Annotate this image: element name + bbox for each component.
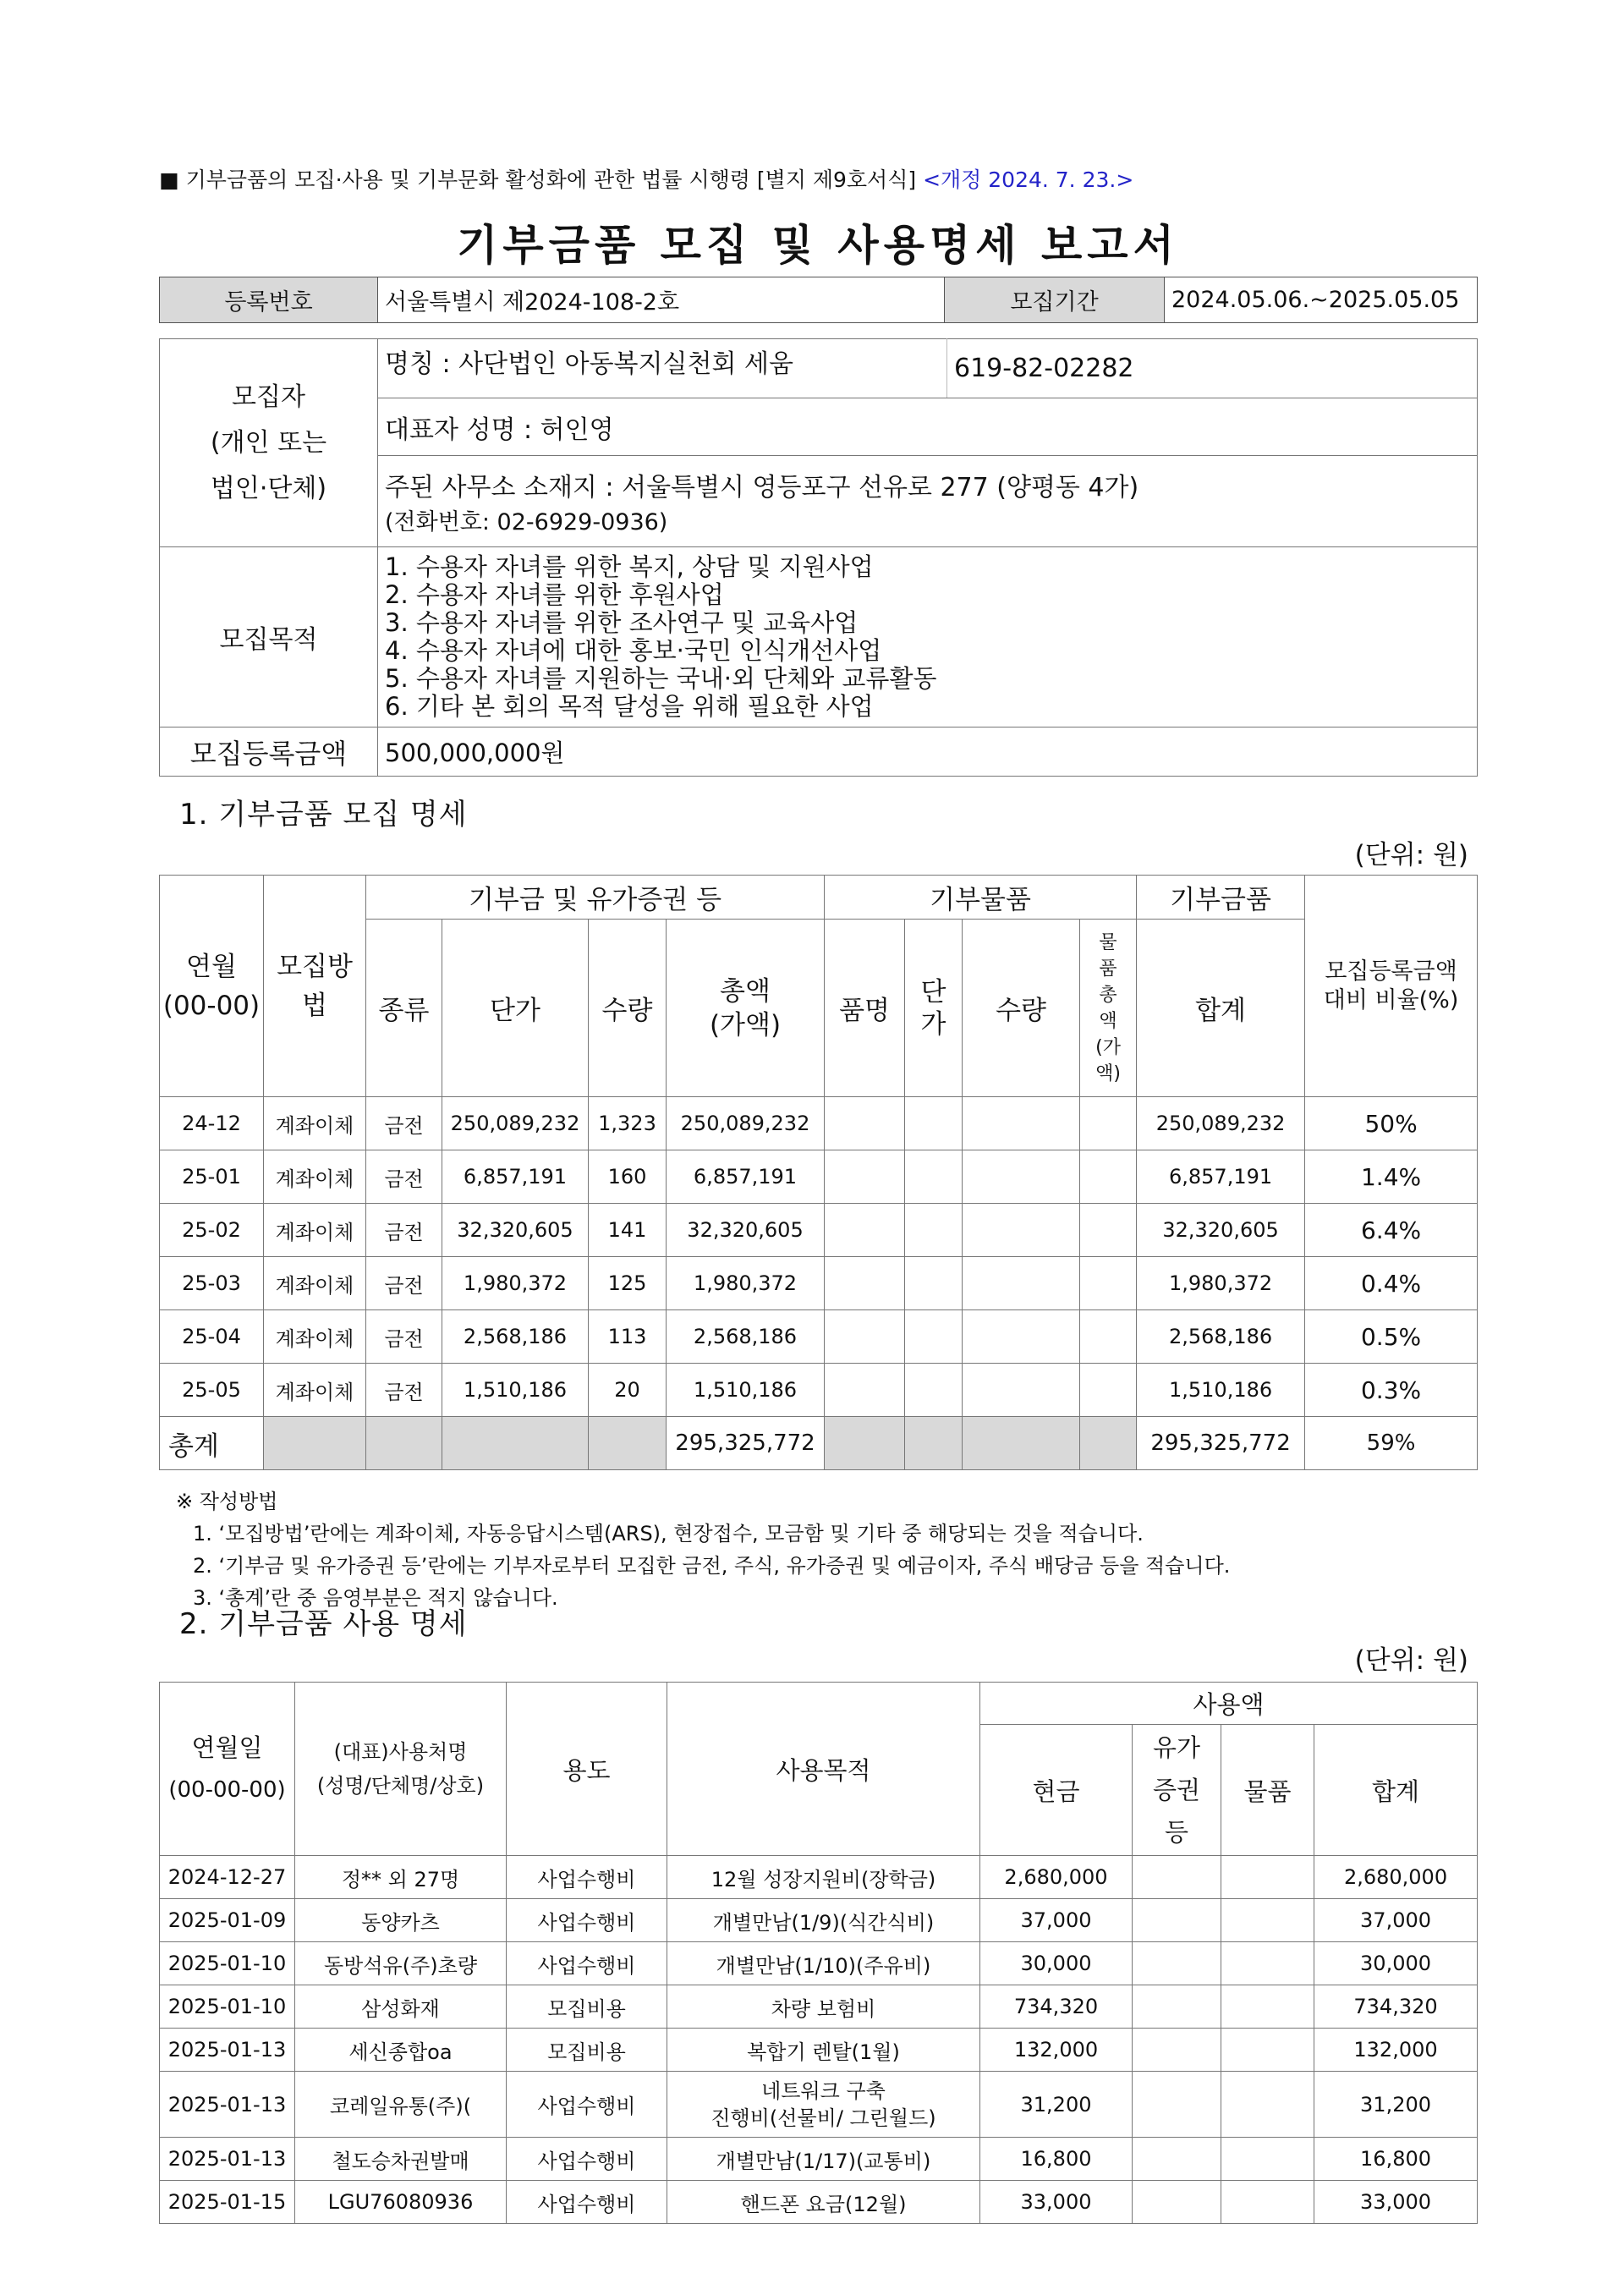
row-cash: 31,200 [980, 2072, 1133, 2138]
section-2-title: 2. 기부금품 사용 명세 [179, 1607, 468, 1641]
row-month: 24-12 [160, 1097, 264, 1150]
row-method: 계좌이체 [264, 1204, 366, 1257]
total-label: 총계 [160, 1417, 264, 1470]
purpose-item: 4. 수용자 자녀에 대한 홍보·국민 인식개선사업 [385, 636, 882, 665]
col-goods-price-2: 가 [920, 1008, 946, 1040]
row-use: 모집비용 [507, 2029, 667, 2072]
collector-label [160, 339, 378, 547]
col-date [160, 1683, 295, 1856]
col-goods-qty: 수량 [963, 920, 1080, 1097]
registered-amount-label: 모집등록금액 [160, 727, 378, 777]
registered-amount-value: 500,000,000원 [378, 727, 1478, 777]
row-qty: 141 [589, 1204, 667, 1257]
form-reference [159, 163, 1133, 194]
row-goods-qty [963, 1257, 1080, 1310]
row-qty: 160 [589, 1150, 667, 1204]
row-amount: 250,089,232 [667, 1097, 825, 1150]
row-total: 734,320 [1314, 1985, 1478, 2029]
col-ratio-2: 대비 비율(%) [1323, 986, 1459, 1013]
col-group-amount: 사용액 [980, 1683, 1478, 1725]
row-goods-qty [963, 1150, 1080, 1204]
row-purpose [667, 2072, 980, 2138]
col-method-1: 모집방 [277, 951, 353, 982]
row-price: 32,320,605 [442, 1204, 589, 1257]
row-month: 25-01 [160, 1150, 264, 1204]
table-row [160, 1257, 1478, 1310]
total-shaded-cell [825, 1417, 905, 1470]
section-1-unit: (단위: 원) [1354, 840, 1468, 870]
row-kind: 금전 [366, 1257, 442, 1310]
collector-label-1: 모집자 [232, 382, 305, 412]
row-total: 33,000 [1314, 2181, 1478, 2224]
table-row [160, 1204, 1478, 1257]
row-purpose: 핸드폰 요금(12월) [667, 2181, 980, 2224]
col-goods-amount-6: 액) [1095, 1062, 1121, 1084]
row-date: 2025-01-10 [160, 1985, 295, 2029]
col-sum: 합계 [1137, 920, 1305, 1097]
row-cash: 132,000 [980, 2029, 1133, 2072]
row-securities [1133, 1856, 1221, 1899]
row-securities [1133, 1985, 1221, 2029]
row-goods-qty [963, 1097, 1080, 1150]
purpose-item: 2. 수용자 자녀를 위한 후원사업 [385, 580, 724, 609]
total-shaded-cell [442, 1417, 589, 1470]
row-securities [1133, 1899, 1221, 1942]
col-cash: 현금 [980, 1725, 1133, 1856]
row-month: 25-04 [160, 1310, 264, 1364]
row-cash: 33,000 [980, 2181, 1133, 2224]
row-date: 2025-01-10 [160, 1942, 295, 1985]
row-date: 2024-12-27 [160, 1856, 295, 1899]
col-date-2: (00-00-00) [168, 1777, 286, 1803]
table-row [160, 1364, 1478, 1417]
col-goods-price-1: 단 [920, 976, 946, 1007]
row-qty: 125 [589, 1257, 667, 1310]
table-row [160, 1310, 1478, 1364]
row-item-name [825, 1204, 905, 1257]
row-use: 모집비용 [507, 1985, 667, 2029]
row-total: 37,000 [1314, 1899, 1478, 1942]
row-ratio: 6.4% [1305, 1204, 1478, 1257]
row-securities [1133, 2138, 1221, 2181]
row-securities [1133, 2072, 1221, 2138]
col-goods-amount-5: (가 [1095, 1036, 1121, 1058]
col-month-1: 연월 [186, 951, 237, 982]
row-goods-price [905, 1097, 963, 1150]
row-payee: 정** 외 27명 [295, 1856, 507, 1899]
period-value: 2024.05.06.~2025.05.05 [1165, 277, 1478, 323]
col-use: 용도 [507, 1683, 667, 1856]
row-total: 2,568,186 [1137, 1310, 1305, 1364]
row-cash: 30,000 [980, 1942, 1133, 1985]
row-use: 사업수행비 [507, 1942, 667, 1985]
row-date: 2025-01-15 [160, 2181, 295, 2224]
row-total: 132,000 [1314, 2029, 1478, 2072]
reg-no-value: 서울특별시 제2024-108-2호 [378, 277, 945, 323]
section-2-unit: (단위: 원) [1354, 1645, 1468, 1676]
col-goods: 물품 [1221, 1725, 1314, 1856]
row-month: 25-05 [160, 1364, 264, 1417]
reg-no-label: 등록번호 [160, 277, 378, 323]
row-price: 250,089,232 [442, 1097, 589, 1150]
page-title: 기부금품 모집 및 사용명세 보고서 [457, 221, 1179, 270]
row-payee: LGU76080936 [295, 2181, 507, 2224]
row-purpose: 12월 성장지원비(장학금) [667, 1856, 980, 1899]
row-purpose-line-1: 네트워크 구축 [761, 2078, 886, 2103]
row-goods-price [905, 1310, 963, 1364]
purpose-list [378, 547, 1478, 727]
row-price: 1,980,372 [442, 1257, 589, 1310]
row-kind: 금전 [366, 1364, 442, 1417]
row-total: 6,857,191 [1137, 1150, 1305, 1204]
row-ratio: 50% [1305, 1097, 1478, 1150]
period-label: 모집기간 [945, 277, 1165, 323]
row-method: 계좌이체 [264, 1257, 366, 1310]
row-payee: 삼성화재 [295, 1985, 507, 2029]
row-goods-price [905, 1257, 963, 1310]
row-qty: 20 [589, 1364, 667, 1417]
row-payee: 코레일유통(주)( [295, 2072, 507, 2138]
row-use: 사업수행비 [507, 2181, 667, 2224]
registration-table [159, 277, 1478, 323]
row-goods-qty [963, 1204, 1080, 1257]
col-payee-2: (성명/단체명/상호) [316, 1774, 485, 1798]
row-goods [1221, 1942, 1314, 1985]
row-purpose: 개별만남(1/9)(식간식비) [667, 1899, 980, 1942]
row-goods-price [905, 1204, 963, 1257]
row-goods-amount [1080, 1257, 1137, 1310]
row-date: 2025-01-13 [160, 2029, 295, 2072]
col-group-total: 기부금품 [1137, 876, 1305, 920]
row-amount: 32,320,605 [667, 1204, 825, 1257]
office-address [378, 456, 1478, 547]
total-row [160, 1417, 1478, 1470]
table-row [160, 2072, 1478, 2138]
purpose-item: 3. 수용자 자녀를 위한 조사연구 및 교육사업 [385, 608, 859, 637]
row-goods-qty [963, 1364, 1080, 1417]
row-goods-price [905, 1364, 963, 1417]
table-row [160, 2181, 1478, 2224]
col-ratio-1: 모집등록금액 [1325, 958, 1457, 985]
row-use: 사업수행비 [507, 1899, 667, 1942]
row-ratio: 0.5% [1305, 1310, 1478, 1364]
purpose-item: 1. 수용자 자녀를 위한 복지, 상담 및 지원사업 [385, 552, 874, 581]
col-securities-3: 등 [1164, 1818, 1188, 1847]
row-purpose-line-2: 진행비(선물비/ 그린월드) [710, 2106, 936, 2130]
row-method: 계좌이체 [264, 1097, 366, 1150]
row-goods-qty [963, 1310, 1080, 1364]
row-goods [1221, 2072, 1314, 2138]
row-payee: 동방석유(주)초량 [295, 1942, 507, 1985]
col-date-1: 연월일 [191, 1733, 263, 1762]
table-row [160, 1985, 1478, 2029]
writing-notes [176, 1485, 1230, 1614]
row-goods [1221, 2138, 1314, 2181]
col-method-2: 법 [302, 990, 327, 1021]
col-securities [1133, 1725, 1221, 1856]
collector-name: 명칭 : 사단법인 아동복지실천회 세움 [378, 339, 947, 398]
total-shaded-cell [905, 1417, 963, 1470]
row-date: 2025-01-13 [160, 2072, 295, 2138]
purpose-item: 5. 수용자 자녀를 지원하는 국내·외 단체와 교류활동 [385, 664, 937, 693]
row-total: 2,680,000 [1314, 1856, 1478, 1899]
total-shaded-cell [963, 1417, 1080, 1470]
section-1-title: 1. 기부금품 모집 명세 [179, 798, 468, 832]
row-total: 16,800 [1314, 2138, 1478, 2181]
row-purpose: 개별만남(1/17)(교통비) [667, 2138, 980, 2181]
row-qty: 113 [589, 1310, 667, 1364]
col-goods-amount-1: 물 [1099, 931, 1117, 953]
collector-label-2: (개인 또는 [210, 427, 327, 458]
row-cash: 16,800 [980, 2138, 1133, 2181]
total-shaded-cell [366, 1417, 442, 1470]
row-kind: 금전 [366, 1204, 442, 1257]
row-securities [1133, 2181, 1221, 2224]
row-ratio: 1.4% [1305, 1150, 1478, 1204]
purpose-label: 모집목적 [160, 547, 378, 727]
row-use: 사업수행비 [507, 2138, 667, 2181]
row-month: 25-03 [160, 1257, 264, 1310]
col-amount [667, 920, 825, 1097]
row-goods-amount [1080, 1204, 1137, 1257]
row-total: 32,320,605 [1137, 1204, 1305, 1257]
note-item: 3. ‘총계’란 중 음영부분은 적지 않습니다. [193, 1586, 558, 1610]
row-ratio: 0.4% [1305, 1257, 1478, 1310]
table-row [160, 1942, 1478, 1985]
row-kind: 금전 [366, 1150, 442, 1204]
col-item-name: 품명 [825, 920, 905, 1097]
row-amount: 1,980,372 [667, 1257, 825, 1310]
row-cash: 37,000 [980, 1899, 1133, 1942]
note-item: 2. ‘기부금 및 유가증권 등’란에는 기부자로부터 모집한 금전, 주식, 유가증권 및 예금이자, 주식 배당금 등을 적습니다. [193, 1554, 1231, 1578]
row-method: 계좌이체 [264, 1150, 366, 1204]
collector-table [159, 338, 1478, 777]
row-goods [1221, 2181, 1314, 2224]
row-qty: 1,323 [589, 1097, 667, 1150]
row-item-name [825, 1310, 905, 1364]
row-amount: 1,510,186 [667, 1364, 825, 1417]
col-securities-1: 유가 [1152, 1733, 1201, 1762]
row-price: 1,510,186 [442, 1364, 589, 1417]
row-goods-amount [1080, 1150, 1137, 1204]
office-address-text: 주된 사무소 소재지 : 서울특별시 영등포구 선유로 277 (양평동 4가) [385, 473, 1139, 502]
total-shaded-cell [589, 1417, 667, 1470]
representative: 대표자 성명 : 허인영 [378, 398, 1478, 456]
row-method: 계좌이체 [264, 1364, 366, 1417]
row-use: 사업수행비 [507, 1856, 667, 1899]
col-amount-2: (가액) [709, 1009, 782, 1040]
row-total: 1,510,186 [1137, 1364, 1305, 1417]
total-sum: 295,325,772 [1137, 1417, 1305, 1470]
table-row [160, 2138, 1478, 2181]
table-row [160, 1899, 1478, 1942]
col-payee-1: (대표)사용처명 [333, 1740, 468, 1764]
row-ratio: 0.3% [1305, 1364, 1478, 1417]
row-cash: 734,320 [980, 1985, 1133, 2029]
row-goods-price [905, 1150, 963, 1204]
col-securities-2: 증권 [1152, 1776, 1201, 1804]
usage-table [159, 1682, 1478, 2224]
col-goods-amount [1080, 920, 1137, 1097]
table-row [160, 1150, 1478, 1204]
col-unit-price: 단가 [442, 920, 589, 1097]
row-total: 250,089,232 [1137, 1097, 1305, 1150]
col-method [264, 876, 366, 1097]
table-row [160, 1097, 1478, 1150]
col-goods-amount-4: 액 [1099, 1010, 1117, 1032]
collector-label-3: 법인·단체) [210, 473, 327, 503]
table-row [160, 1856, 1478, 1899]
row-amount: 2,568,186 [667, 1310, 825, 1364]
row-total: 30,000 [1314, 1942, 1478, 1985]
purpose-item: 6. 기타 본 회의 목적 달성을 위해 필요한 사업 [385, 692, 874, 721]
row-payee: 세신종합oa [295, 2029, 507, 2072]
total-ratio: 59% [1305, 1417, 1478, 1470]
row-item-name [825, 1364, 905, 1417]
col-month [160, 876, 264, 1097]
table-row [160, 2029, 1478, 2072]
row-total: 31,200 [1314, 2072, 1478, 2138]
row-use: 사업수행비 [507, 2072, 667, 2138]
row-payee: 동양카츠 [295, 1899, 507, 1942]
row-price: 6,857,191 [442, 1150, 589, 1204]
col-kind: 종류 [366, 920, 442, 1097]
total-shaded-cell [1080, 1417, 1137, 1470]
row-goods [1221, 1899, 1314, 1942]
col-usage-sum: 합계 [1314, 1725, 1478, 1856]
col-month-2: (00-00) [162, 990, 261, 1021]
col-amount-1: 총액 [720, 975, 771, 1007]
row-month: 25-02 [160, 1204, 264, 1257]
row-purpose: 복합기 렌탈(1월) [667, 2029, 980, 2072]
total-amount: 295,325,772 [667, 1417, 825, 1470]
row-item-name [825, 1150, 905, 1204]
form-reference-text: ■ 기부금품의 모집·사용 및 기부문화 활성화에 관한 법률 시행령 [별지 제9호서식] [159, 167, 924, 192]
row-price: 2,568,186 [442, 1310, 589, 1364]
row-goods [1221, 2029, 1314, 2072]
collection-table [159, 875, 1478, 1470]
row-cash: 2,680,000 [980, 1856, 1133, 1899]
row-kind: 금전 [366, 1097, 442, 1150]
row-purpose: 차량 보험비 [667, 1985, 980, 2029]
col-goods-amount-2: 품 [1099, 958, 1117, 980]
row-securities [1133, 1942, 1221, 1985]
note-item: 1. ‘모집방법’란에는 계좌이체, 자동응답시스템(ARS), 현장접수, 모금함 및 기타 중 해당되는 것을 적습니다. [193, 1522, 1144, 1546]
row-method: 계좌이체 [264, 1310, 366, 1364]
col-group-money: 기부금 및 유가증권 등 [366, 876, 825, 920]
notes-title: ※ 작성방법 [176, 1490, 278, 1513]
row-goods-amount [1080, 1097, 1137, 1150]
col-qty: 수량 [589, 920, 667, 1097]
row-item-name [825, 1097, 905, 1150]
row-goods [1221, 1856, 1314, 1899]
row-date: 2025-01-13 [160, 2138, 295, 2181]
row-item-name [825, 1257, 905, 1310]
row-kind: 금전 [366, 1310, 442, 1364]
col-goods-price [905, 920, 963, 1097]
col-purpose: 사용목적 [667, 1683, 980, 1856]
row-securities [1133, 2029, 1221, 2072]
row-goods [1221, 1985, 1314, 2029]
business-number: 619-82-02282 [947, 339, 1478, 398]
office-phone: (전화번호: 02-6929-0936) [385, 509, 668, 535]
row-goods-amount [1080, 1310, 1137, 1364]
col-goods-amount-3: 총 [1099, 984, 1117, 1006]
row-date: 2025-01-09 [160, 1899, 295, 1942]
row-total: 1,980,372 [1137, 1257, 1305, 1310]
row-amount: 6,857,191 [667, 1150, 825, 1204]
row-goods-amount [1080, 1364, 1137, 1417]
col-group-goods: 기부물품 [825, 876, 1137, 920]
row-payee: 철도승차권발매 [295, 2138, 507, 2181]
revision-date: <개정 2024. 7. 23.> [923, 167, 1134, 192]
total-shaded-cell [264, 1417, 366, 1470]
col-payee [295, 1683, 507, 1856]
col-ratio [1305, 876, 1478, 1097]
row-purpose: 개별만남(1/10)(주유비) [667, 1942, 980, 1985]
